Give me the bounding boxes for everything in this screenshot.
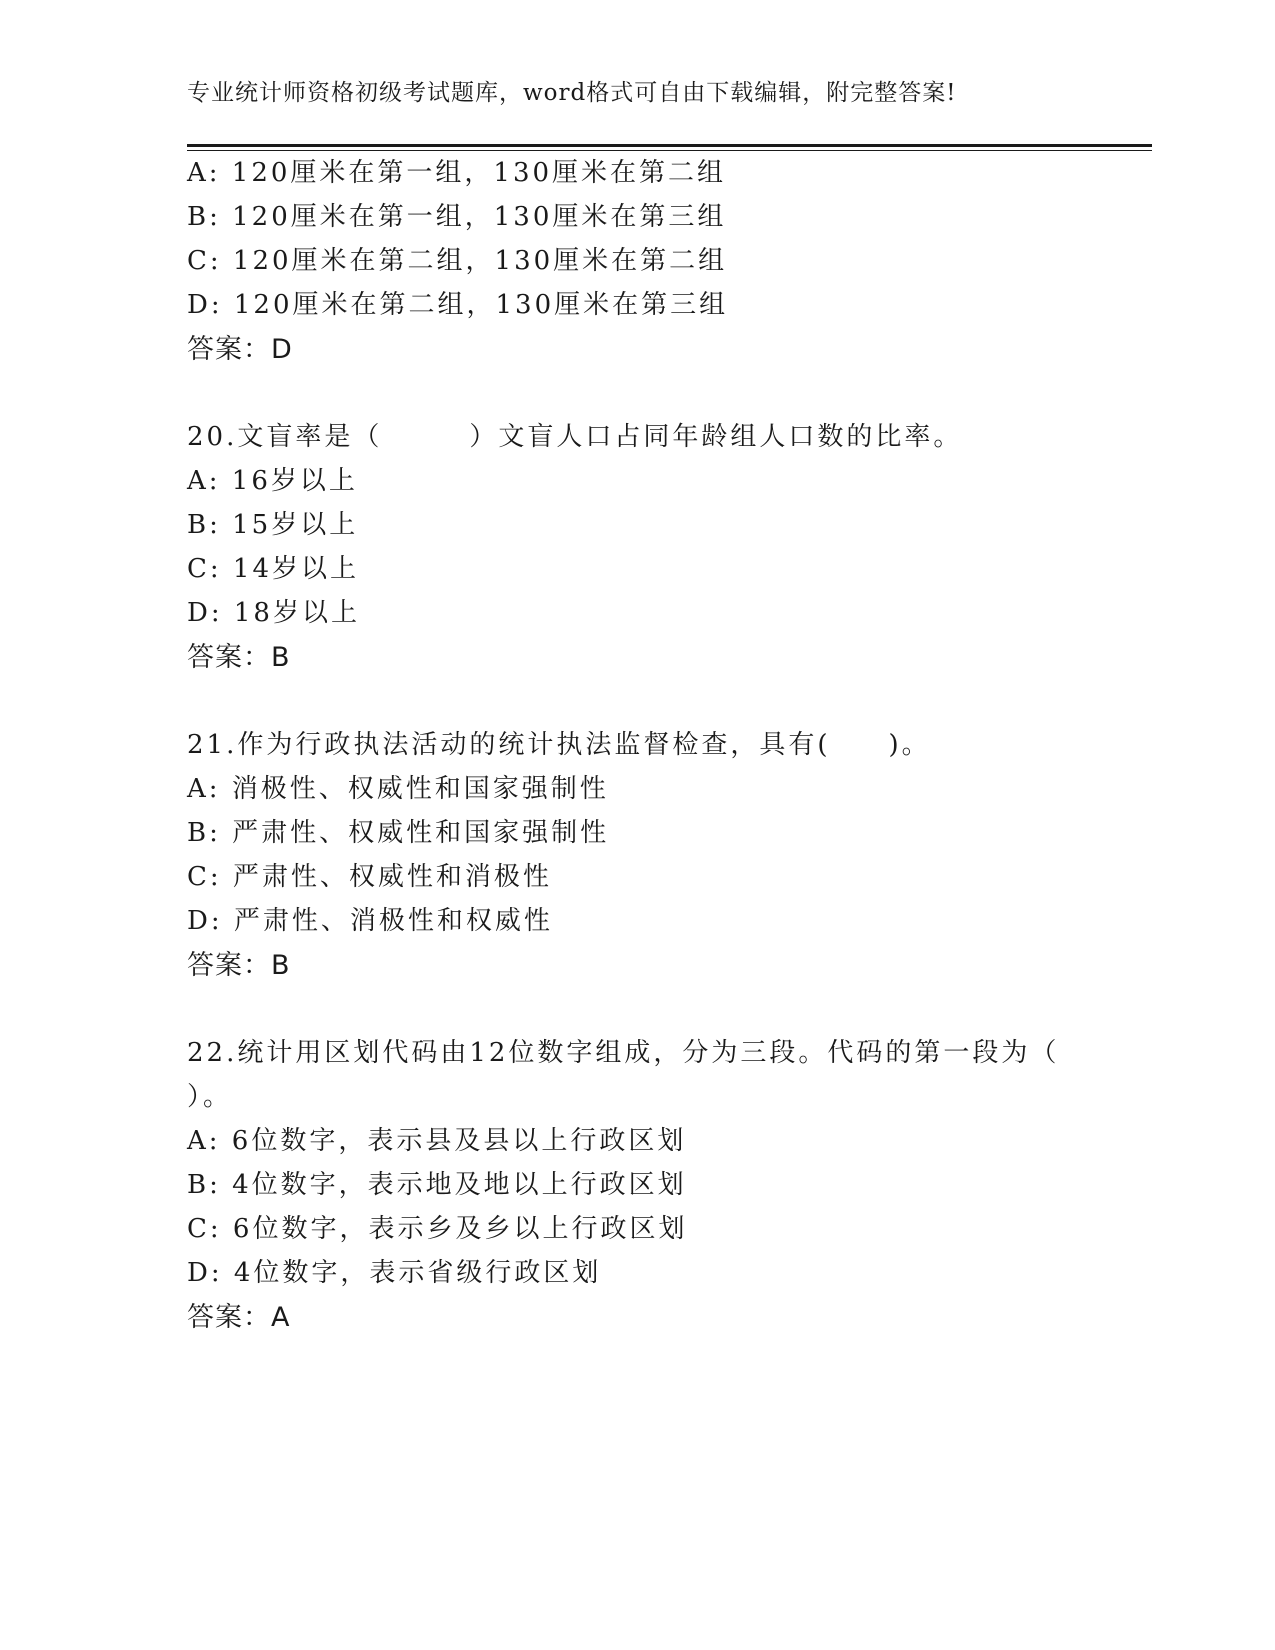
header-rule-thick (187, 144, 1152, 147)
option-c: C: 14岁以上 (187, 554, 360, 584)
answer: 答案：A (187, 1302, 291, 1333)
option-c: C: 6位数字，表示乡及乡以上行政区划 (187, 1214, 688, 1244)
question-text: 20.文盲率是（ ）文盲人口占同年龄组人口数的比率。 (187, 422, 963, 452)
option-d: D: 18岁以上 (187, 598, 360, 628)
option-b: B: 120厘米在第一组，130厘米在第三组 (187, 202, 727, 232)
option-a: A: 6位数字，表示县及县以上行政区划 (187, 1126, 687, 1156)
answer: 答案：B (187, 642, 291, 673)
answer: 答案：B (187, 950, 291, 981)
option-d: D: 120厘米在第二组，130厘米在第三组 (187, 290, 729, 320)
header-rule-thin (187, 150, 1152, 151)
question-text-line-1: 22.统计用区划代码由12位数字组成，分为三段。代码的第一段为（ (187, 1038, 1060, 1068)
option-c: C: 严肃性、权威性和消极性 (187, 862, 552, 892)
option-b: B: 4位数字，表示地及地以上行政区划 (187, 1170, 687, 1200)
question-text: 21.作为行政执法活动的统计执法监督检查，具有( )。 (187, 730, 931, 760)
option-a: A: 消极性、权威性和国家强制性 (187, 774, 609, 804)
option-d: D: 4位数字，表示省级行政区划 (187, 1258, 602, 1288)
question-text-line-2: ）。 (187, 1082, 233, 1112)
option-d: D: 严肃性、消极性和权威性 (187, 906, 553, 936)
page-header: 专业统计师资格初级考试题库，word格式可自由下载编辑，附完整答案! (187, 80, 957, 106)
option-b: B: 严肃性、权威性和国家强制性 (187, 818, 610, 848)
option-b: B: 15岁以上 (187, 510, 359, 540)
option-c: C: 120厘米在第二组，130厘米在第二组 (187, 246, 728, 276)
option-a: A: 16岁以上 (187, 466, 358, 496)
answer: 答案：D (187, 334, 293, 365)
option-a: A: 120厘米在第一组，130厘米在第二组 (187, 158, 727, 188)
